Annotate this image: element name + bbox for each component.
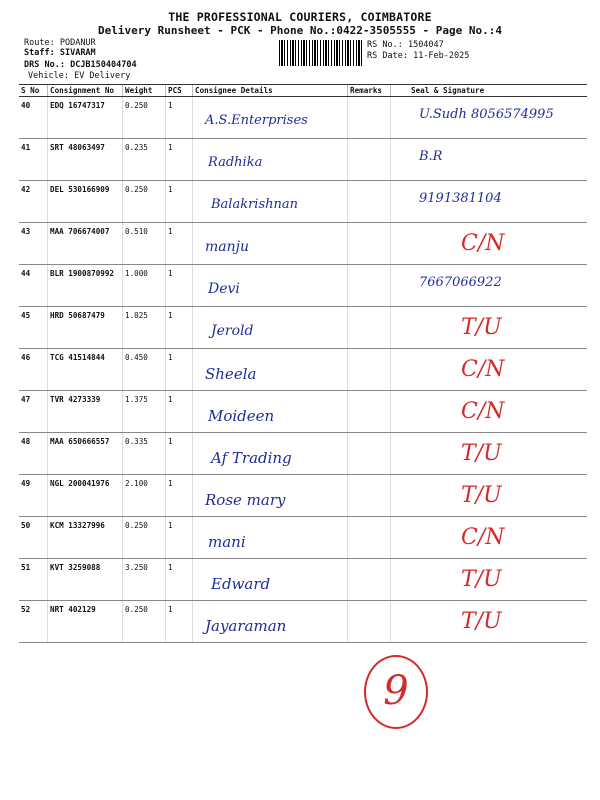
consignee-cell	[193, 223, 348, 265]
seal-handwritten: 7667066922	[419, 275, 502, 290]
remarks-cell	[348, 433, 391, 475]
barcode	[279, 40, 363, 66]
sno-cell: 44	[19, 265, 48, 307]
weight-cell: 0.250	[123, 97, 166, 139]
consignee-cell	[193, 391, 348, 433]
seal-handwritten: T/U	[461, 609, 502, 634]
pcs-cell: 1	[166, 349, 193, 391]
pcs-cell: 1	[166, 265, 193, 307]
route-value: PODANUR	[59, 38, 96, 48]
drs-line: DRS No.: DCJB150404704	[24, 60, 137, 70]
table-row	[19, 349, 587, 391]
seal-handwritten: 9191381104	[419, 191, 502, 206]
vehicle-value: EV Delivery	[74, 71, 131, 81]
table-row	[19, 265, 587, 307]
weight-cell: 2.100	[123, 475, 166, 517]
consignee-cell	[193, 265, 348, 307]
pcs-cell: 1	[166, 517, 193, 559]
consignee-handwritten: Jayaraman	[205, 617, 287, 635]
remarks-cell	[348, 349, 391, 391]
col-sno: S No	[19, 85, 48, 97]
remarks-cell	[348, 391, 391, 433]
sno-cell: 42	[19, 181, 48, 223]
col-pcs: PCS	[166, 85, 193, 97]
sno-cell: 48	[19, 433, 48, 475]
rs-date-value: 11-Feb-2025	[413, 51, 470, 61]
seal-signature-cell	[391, 559, 588, 601]
seal-signature-cell	[391, 223, 588, 265]
table-row	[19, 391, 587, 433]
staff-value: SIVARAM	[59, 48, 96, 58]
weight-cell: 0.250	[123, 601, 166, 643]
table-row	[19, 307, 587, 349]
consignee-handwritten: Balakrishnan	[211, 197, 299, 212]
remarks-cell	[348, 97, 391, 139]
sno-cell: 47	[19, 391, 48, 433]
consignment-no-cell: KVT 3259088	[48, 559, 123, 601]
consignee-handwritten: Jerold	[211, 323, 254, 339]
company-title: THE PROFESSIONAL COURIERS, COIMBATORE	[168, 10, 432, 24]
remarks-cell	[348, 601, 391, 643]
consignee-cell	[193, 181, 348, 223]
seal-handwritten: B.R	[419, 149, 443, 164]
table-row	[19, 223, 587, 265]
rs-no-line: RS No.: 1504047	[367, 40, 444, 50]
consignment-no-cell: NGL 200041976	[48, 475, 123, 517]
sno-cell: 40	[19, 97, 48, 139]
consignment-no-cell: KCM 13327996	[48, 517, 123, 559]
seal-signature-cell	[391, 475, 588, 517]
seal-signature-cell	[391, 517, 588, 559]
drs-value: DCJB150404704	[70, 60, 137, 70]
sno-cell: 45	[19, 307, 48, 349]
route-line: Route: PODANUR	[24, 38, 96, 48]
rs-no-value: 1504047	[407, 40, 444, 50]
consignment-no-cell: BLR 1900870992	[48, 265, 123, 307]
seal-handwritten: T/U	[461, 567, 502, 592]
consignee-handwritten: mani	[208, 533, 246, 551]
consignee-handwritten: Radhika	[208, 155, 263, 170]
pcs-cell: 1	[166, 181, 193, 223]
seal-handwritten: C/N	[461, 399, 505, 424]
weight-cell: 0.250	[123, 517, 166, 559]
seal-handwritten: C/N	[461, 357, 505, 382]
col-remarks: Remarks	[348, 85, 391, 97]
weight-cell: 3.250	[123, 559, 166, 601]
seal-handwritten: T/U	[461, 483, 502, 508]
pcs-cell: 1	[166, 223, 193, 265]
consignee-cell	[193, 517, 348, 559]
table-row	[19, 181, 587, 223]
pcs-cell: 1	[166, 475, 193, 517]
col-consignment: Consignment No	[48, 85, 123, 97]
seal-signature-cell	[391, 307, 588, 349]
seal-signature-cell	[391, 265, 588, 307]
consignee-handwritten: Rose mary	[205, 491, 286, 509]
pcs-cell: 1	[166, 391, 193, 433]
pcs-cell: 1	[166, 97, 193, 139]
runsheet-table	[19, 84, 587, 643]
consignment-no-cell: HRD 50687479	[48, 307, 123, 349]
consignee-handwritten: Edward	[211, 575, 271, 593]
remarks-cell	[348, 475, 391, 517]
remarks-cell	[348, 139, 391, 181]
consignee-cell	[193, 433, 348, 475]
consignee-cell	[193, 97, 348, 139]
page-mark-circle: 9	[364, 655, 428, 729]
consignee-handwritten: manju	[205, 239, 249, 255]
consignee-handwritten: Sheela	[205, 365, 257, 383]
sno-cell: 41	[19, 139, 48, 181]
seal-signature-cell	[391, 601, 588, 643]
runsheet-subtitle: Delivery Runsheet - PCK - Phone No.:0422-3505555 - Page No.:4	[98, 24, 502, 37]
consignment-no-cell: EDQ 16747317	[48, 97, 123, 139]
weight-cell: 0.235	[123, 139, 166, 181]
pcs-cell: 1	[166, 139, 193, 181]
remarks-cell	[348, 265, 391, 307]
seal-handwritten: T/U	[461, 441, 502, 466]
consignee-cell	[193, 349, 348, 391]
weight-cell: 1.375	[123, 391, 166, 433]
pcs-cell: 1	[166, 307, 193, 349]
consignment-no-cell: DEL 530166909	[48, 181, 123, 223]
remarks-cell	[348, 181, 391, 223]
consignee-cell	[193, 601, 348, 643]
consignee-handwritten: Devi	[208, 281, 240, 297]
sno-cell: 50	[19, 517, 48, 559]
pcs-cell: 1	[166, 559, 193, 601]
table-row	[19, 433, 587, 475]
remarks-cell	[348, 307, 391, 349]
consignee-handwritten: Moideen	[208, 407, 275, 425]
sno-cell: 52	[19, 601, 48, 643]
pcs-cell: 1	[166, 601, 193, 643]
weight-cell: 0.510	[123, 223, 166, 265]
seal-handwritten: C/N	[461, 231, 505, 256]
table-header-row	[19, 85, 587, 97]
seal-signature-cell	[391, 433, 588, 475]
weight-cell: 0.450	[123, 349, 166, 391]
weight-cell: 1.025	[123, 307, 166, 349]
consignee-handwritten: Af Trading	[211, 449, 292, 467]
seal-signature-cell	[391, 139, 588, 181]
seal-signature-cell	[391, 349, 588, 391]
consignment-no-cell: MAA 706674007	[48, 223, 123, 265]
consignment-no-cell: NRT 402129	[48, 601, 123, 643]
sno-cell: 43	[19, 223, 48, 265]
col-seal: Seal & Signature	[391, 85, 588, 97]
consignee-cell	[193, 475, 348, 517]
remarks-cell	[348, 517, 391, 559]
seal-handwritten: C/N	[461, 525, 505, 550]
remarks-cell	[348, 559, 391, 601]
col-weight: Weight	[123, 85, 166, 97]
seal-handwritten: T/U	[461, 315, 502, 340]
staff-line: Staff: SIVARAM	[24, 48, 96, 58]
seal-signature-cell	[391, 391, 588, 433]
sno-cell: 46	[19, 349, 48, 391]
seal-signature-cell	[391, 97, 588, 139]
remarks-cell	[348, 223, 391, 265]
consignee-cell	[193, 559, 348, 601]
table-row	[19, 475, 587, 517]
pcs-cell: 1	[166, 433, 193, 475]
consignment-no-cell: TVR 4273339	[48, 391, 123, 433]
rs-date-line: RS Date: 11-Feb-2025	[367, 51, 470, 61]
vehicle-line: Vehicle: EV Delivery	[28, 71, 131, 81]
sno-cell: 49	[19, 475, 48, 517]
table-row	[19, 139, 587, 181]
consignee-cell	[193, 139, 348, 181]
seal-handwritten: U.Sudh 8056574995	[419, 107, 554, 122]
seal-signature-cell	[391, 181, 588, 223]
weight-cell: 0.335	[123, 433, 166, 475]
sno-cell: 51	[19, 559, 48, 601]
consignee-handwritten: A.S.Enterprises	[205, 113, 308, 128]
consignment-no-cell: SRT 48063497	[48, 139, 123, 181]
weight-cell: 0.250	[123, 181, 166, 223]
table-row	[19, 601, 587, 643]
consignee-cell	[193, 307, 348, 349]
table-row	[19, 97, 587, 139]
weight-cell: 1.000	[123, 265, 166, 307]
col-consignee: Consignee Details	[193, 85, 348, 97]
consignment-no-cell: MAA 650666557	[48, 433, 123, 475]
consignment-no-cell: TCG 41514844	[48, 349, 123, 391]
table-row	[19, 517, 587, 559]
table-row	[19, 559, 587, 601]
